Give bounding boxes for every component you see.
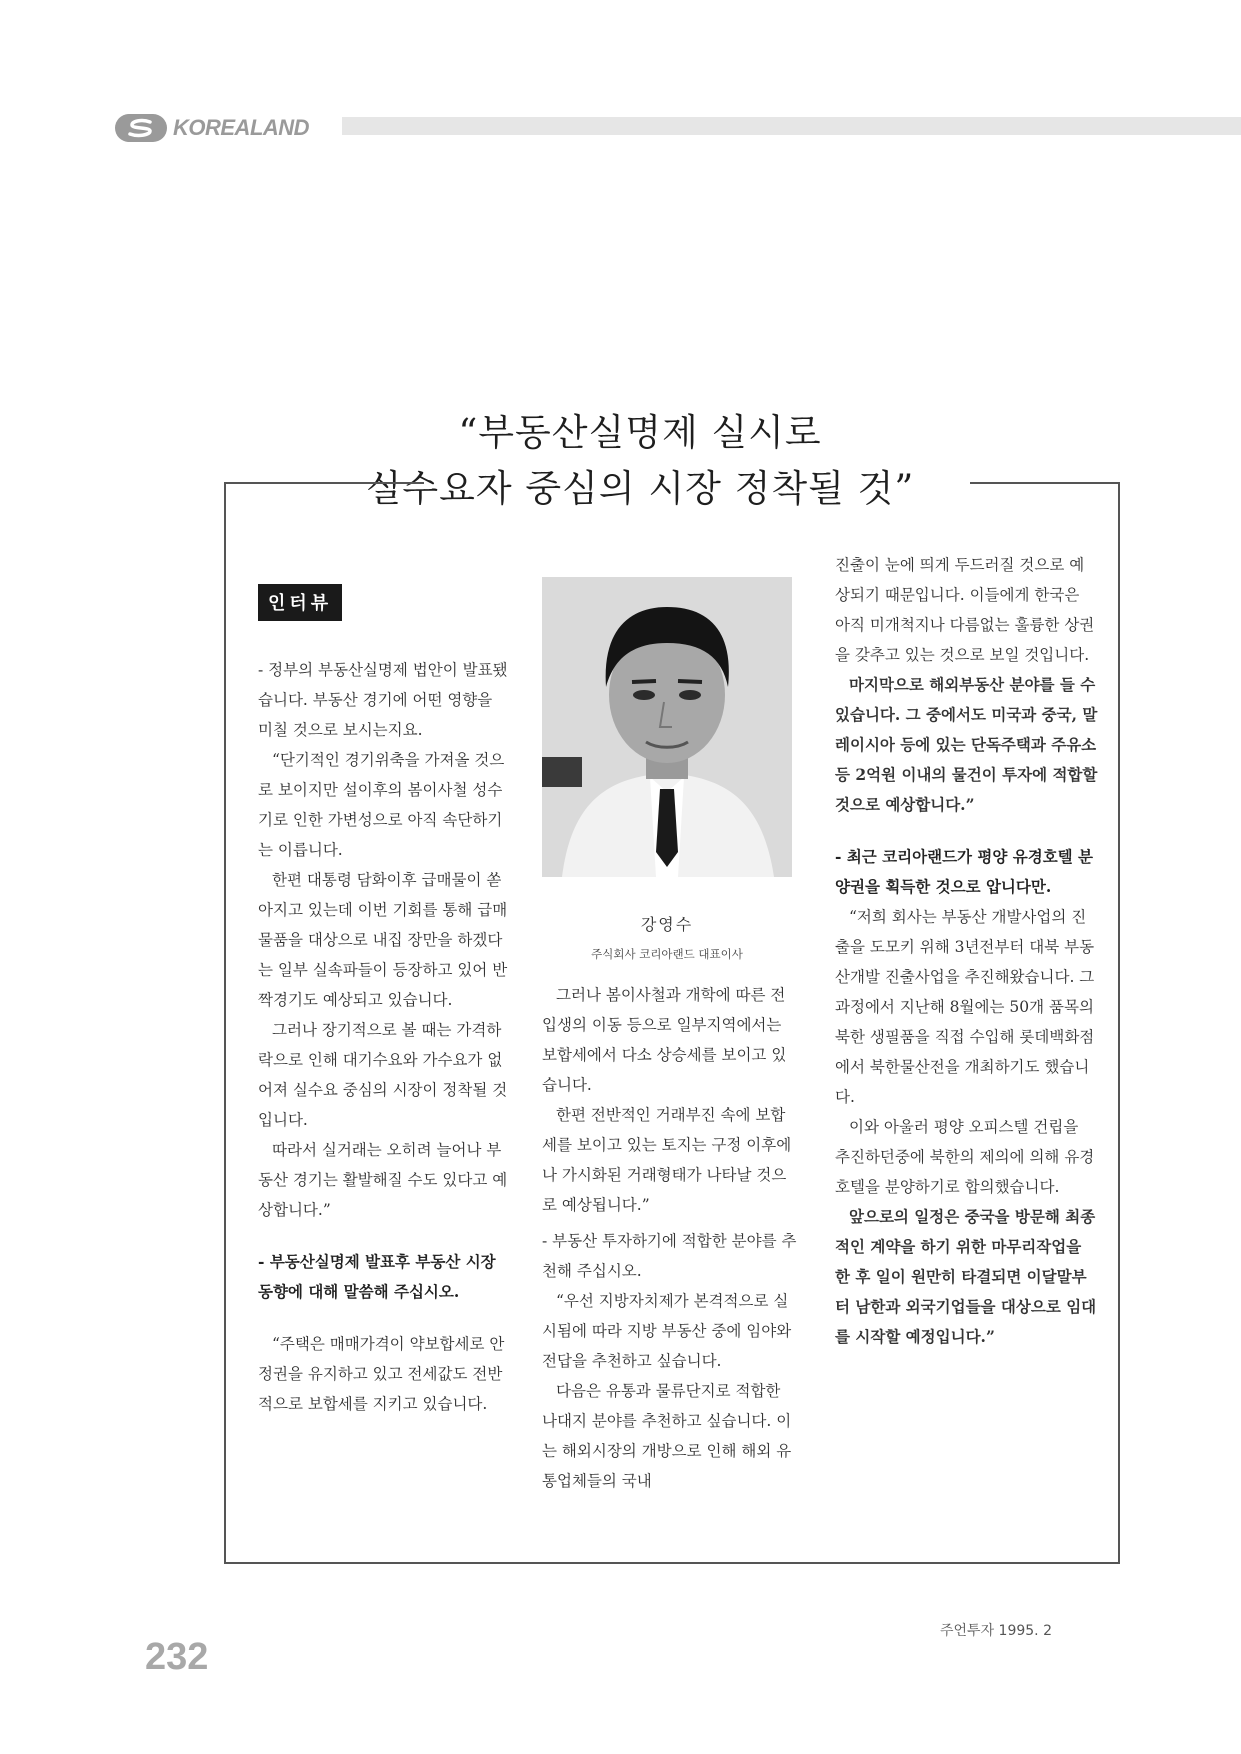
article-column-2 <box>542 980 798 1496</box>
paragraph: 그러나 장기적으로 볼 때는 가격하락으로 인해 대기수요와 가수요가 없어져 실수요 중심의 시장이 정착될 것입니다. <box>258 1021 508 1129</box>
paragraph: “주택은 매매가격이 약보합세로 안정권을 유지하고 있고 전세값도 전반적으로 보합세를 지키고 있습니다. <box>258 1335 505 1413</box>
paragraph: 한편 대통령 담화이후 급매물이 쏟아지고 있는데 이번 기회를 통해 급매물품을 대상으로 내집 장만을 하겠다는 일부 실속파들이 등장하고 있어 반짝경기도 예상되고 있습니다. <box>258 871 508 1009</box>
paragraph: 앞으로의 일정은 중국을 방문해 최종적인 계약을 하기 위한 마무리작업을 한 후 일이 원만히 타결되면 이달말부터 남한과 외국기업들을 대상으로 임대를 시작할 예정입니다.” <box>835 1207 1097 1346</box>
section-tag-interview: 인터뷰 <box>258 584 342 621</box>
interviewee-title: 주식회사 코리아랜드 대표이사 <box>591 947 743 961</box>
paragraph: 한편 전반적인 거래부진 속에 보합세를 보이고 있는 토지는 구정 이후에나 가시화된 거래형태가 나타날 것으로 예상됩니다.” <box>542 1106 792 1214</box>
paragraph: “단기적인 경기위축을 가져올 것으로 보이지만 설이후의 봄이사철 성수기로 인한 가변성으로 아직 속단하기는 이릅니다. <box>258 751 505 859</box>
article-column-1 <box>258 655 512 1419</box>
paragraph: 다음은 유통과 물류단지로 적합한 나대지 분야를 추천하고 싶습니다. 이는 해외시장의 개방으로 인해 해외 유통업체들의 국내 <box>542 1382 792 1490</box>
header-rule <box>342 117 1241 135</box>
frame-top-rule-right <box>970 482 1120 484</box>
paragraph: - 부동산 투자하기에 적합한 분야를 추천해 주십시오. <box>542 1232 797 1280</box>
frame-top-rule-left <box>224 482 424 484</box>
headline-line-1: “부동산실명제 실시로 <box>458 411 822 454</box>
korealand-logo <box>115 112 309 144</box>
paragraph: 마지막으로 해외부동산 분야를 들 수 있습니다. 그 중에서도 미국과 중국, 말레이시아 등에 있는 단독주택과 주유소 등 2억원 이내의 물건이 투자에 적합할 것으로 예상합니다.” <box>835 675 1098 814</box>
paragraph: - 정부의 부동산실명제 법안이 발표됐습니다. 부동산 경기에 어떤 영향을 미칠 것으로 보시는지요. <box>258 661 508 739</box>
interviewee-name: 강영수 <box>640 915 694 934</box>
magazine-issue: 주언투자 1995. 2 <box>940 1623 1052 1639</box>
article-column-3 <box>835 550 1098 1352</box>
paragraph: 이와 아울러 평양 오피스텔 건립을 추진하던중에 북한의 제의에 의해 유경호텔을 분양하기로 합의했습니다. <box>835 1118 1095 1196</box>
logo-text: KOREALAND <box>173 115 310 140</box>
paragraph: - 최근 코리아랜드가 평양 유경호텔 분양권을 획득한 것으로 압니다만. <box>835 847 1094 896</box>
page-number: 232 <box>145 1636 209 1678</box>
s-swoosh-icon <box>115 114 167 142</box>
paragraph: 그러나 봄이사철과 개학에 따른 전입생의 이동 등으로 일부지역에서는 보합세에서 다소 상승세를 보이고 있습니다. <box>542 986 787 1094</box>
paragraph: 따라서 실거래는 오히려 늘어나 부동산 경기는 활발해질 수도 있다고 예상합니다.” <box>258 1141 508 1219</box>
headline-line-2: 실수요자 중심의 시장 정착될 것” <box>365 467 915 510</box>
paragraph: “저희 회사는 부동산 개발사업의 진출을 도모키 위해 3년전부터 대북 부동산개발 진출사업을 추진해왔습니다. 그 과정에서 지난해 8월에는 50개 품목의 북한 생필품을 직접 수입해 롯데백화점에서 북한물산전을 개최하기도 했습니다. <box>835 908 1095 1106</box>
paragraph: 진출이 눈에 띄게 두드러질 것으로 예상되기 때문입니다. 이들에게 한국은 아직 미개척지나 다름없는 훌륭한 상권을 갖추고 있는 것으로 보일 것입니다. <box>835 556 1095 664</box>
interviewee-photo <box>542 577 792 877</box>
paragraph: - 부동산실명제 발표후 부동산 시장 동향에 대해 말씀해 주십시오. <box>258 1252 496 1301</box>
paragraph: “우선 지방자치제가 본격적으로 실시됨에 따라 지방 부동산 중에 임야와 전답을 추천하고 싶습니다. <box>542 1292 792 1370</box>
